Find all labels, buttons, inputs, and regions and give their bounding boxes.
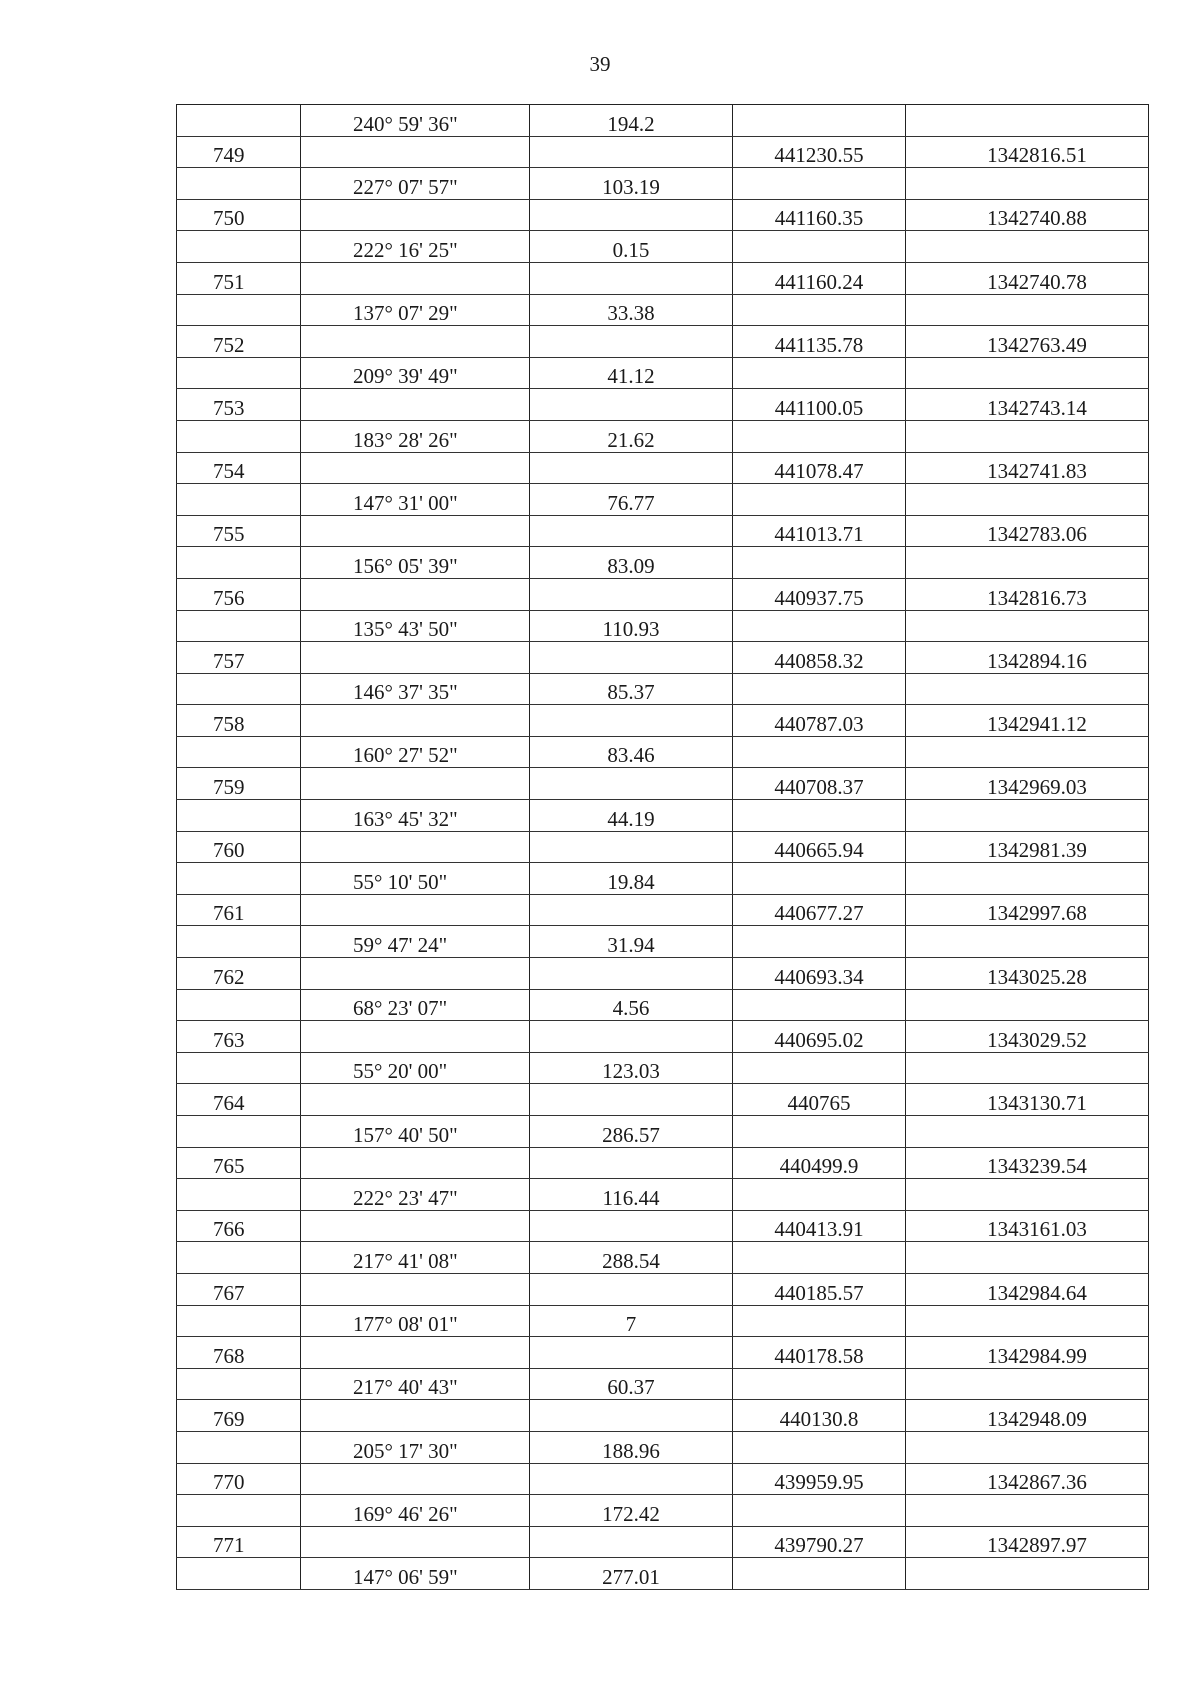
table-row (177, 1526, 1149, 1558)
bearing-cell: 217° 41' 08" (301, 1242, 530, 1274)
table-row (177, 1052, 1149, 1084)
northing-cell (733, 294, 906, 326)
northing-cell (733, 547, 906, 579)
northing-cell: 440178.58 (733, 1337, 906, 1369)
easting-cell (906, 673, 1149, 705)
station-cell (177, 168, 301, 200)
bearing-cell (301, 1337, 530, 1369)
station-cell: 762 (177, 958, 301, 990)
table-row (177, 326, 1149, 358)
easting-cell (906, 1431, 1149, 1463)
easting-cell: 1343025.28 (906, 958, 1149, 990)
station-cell: 756 (177, 578, 301, 610)
table-row (177, 926, 1149, 958)
distance-cell (530, 199, 733, 231)
easting-cell (906, 231, 1149, 263)
northing-cell: 440858.32 (733, 642, 906, 674)
bearing-cell: 146° 37' 35" (301, 673, 530, 705)
table-row (177, 863, 1149, 895)
table-body (177, 105, 1149, 1590)
easting-cell (906, 1495, 1149, 1527)
station-cell (177, 231, 301, 263)
northing-cell (733, 736, 906, 768)
northing-cell: 441230.55 (733, 136, 906, 168)
table-row (177, 389, 1149, 421)
easting-cell (906, 1368, 1149, 1400)
northing-cell: 440693.34 (733, 958, 906, 990)
distance-cell: 83.09 (530, 547, 733, 579)
distance-cell: 288.54 (530, 1242, 733, 1274)
bearing-cell (301, 1147, 530, 1179)
distance-cell (530, 1337, 733, 1369)
distance-cell: 44.19 (530, 800, 733, 832)
table-row (177, 642, 1149, 674)
distance-cell: 194.2 (530, 105, 733, 137)
distance-cell: 110.93 (530, 610, 733, 642)
easting-cell: 1342941.12 (906, 705, 1149, 737)
distance-cell: 7 (530, 1305, 733, 1337)
table-row (177, 1179, 1149, 1211)
table-row (177, 1558, 1149, 1590)
distance-cell: 116.44 (530, 1179, 733, 1211)
table-row (177, 1495, 1149, 1527)
northing-cell (733, 105, 906, 137)
bearing-cell (301, 1526, 530, 1558)
bearing-cell: 205° 17' 30" (301, 1431, 530, 1463)
bearing-cell (301, 515, 530, 547)
table-row (177, 610, 1149, 642)
northing-cell (733, 1431, 906, 1463)
table-row (177, 1337, 1149, 1369)
station-cell (177, 484, 301, 516)
bearing-cell: 147° 31' 00" (301, 484, 530, 516)
table-row (177, 831, 1149, 863)
distance-cell: 41.12 (530, 357, 733, 389)
table-row (177, 1273, 1149, 1305)
northing-cell: 440665.94 (733, 831, 906, 863)
easting-cell (906, 1116, 1149, 1148)
northing-cell (733, 168, 906, 200)
bearing-cell (301, 831, 530, 863)
easting-cell: 1342816.73 (906, 578, 1149, 610)
northing-cell: 440765 (733, 1084, 906, 1116)
easting-cell: 1342816.51 (906, 136, 1149, 168)
distance-cell (530, 831, 733, 863)
station-cell (177, 1052, 301, 1084)
station-cell (177, 1368, 301, 1400)
bearing-cell (301, 1084, 530, 1116)
table-row (177, 262, 1149, 294)
northing-cell: 440499.9 (733, 1147, 906, 1179)
northing-cell: 441100.05 (733, 389, 906, 421)
station-cell (177, 1179, 301, 1211)
table-row (177, 958, 1149, 990)
table-row (177, 578, 1149, 610)
bearing-cell (301, 262, 530, 294)
easting-cell: 1342984.99 (906, 1337, 1149, 1369)
distance-cell (530, 1021, 733, 1053)
northing-cell (733, 610, 906, 642)
station-cell (177, 547, 301, 579)
table-row (177, 547, 1149, 579)
station-cell: 767 (177, 1273, 301, 1305)
easting-cell: 1342984.64 (906, 1273, 1149, 1305)
bearing-cell: 227° 07' 57" (301, 168, 530, 200)
distance-cell: 277.01 (530, 1558, 733, 1590)
table-row (177, 1116, 1149, 1148)
easting-cell (906, 610, 1149, 642)
bearing-cell: 209° 39' 49" (301, 357, 530, 389)
bearing-cell (301, 1400, 530, 1432)
northing-cell: 439959.95 (733, 1463, 906, 1495)
distance-cell (530, 1273, 733, 1305)
bearing-cell: 59° 47' 24" (301, 926, 530, 958)
distance-cell (530, 262, 733, 294)
table-row (177, 105, 1149, 137)
station-cell (177, 1431, 301, 1463)
easting-cell (906, 420, 1149, 452)
bearing-cell: 222° 23' 47" (301, 1179, 530, 1211)
distance-cell: 286.57 (530, 1116, 733, 1148)
northing-cell (733, 926, 906, 958)
easting-cell: 1342763.49 (906, 326, 1149, 358)
easting-cell (906, 357, 1149, 389)
bearing-cell (301, 1021, 530, 1053)
distance-cell: 172.42 (530, 1495, 733, 1527)
easting-cell: 1342740.88 (906, 199, 1149, 231)
northing-cell: 440695.02 (733, 1021, 906, 1053)
distance-cell (530, 958, 733, 990)
station-cell: 766 (177, 1210, 301, 1242)
northing-cell: 440185.57 (733, 1273, 906, 1305)
bearing-cell (301, 1273, 530, 1305)
northing-cell (733, 1052, 906, 1084)
station-cell (177, 105, 301, 137)
table-row (177, 136, 1149, 168)
easting-cell: 1342741.83 (906, 452, 1149, 484)
bearing-cell (301, 452, 530, 484)
table-row (177, 168, 1149, 200)
distance-cell: 4.56 (530, 989, 733, 1021)
station-cell: 769 (177, 1400, 301, 1432)
bearing-cell: 183° 28' 26" (301, 420, 530, 452)
distance-cell: 85.37 (530, 673, 733, 705)
northing-cell (733, 1116, 906, 1148)
northing-cell: 441160.24 (733, 262, 906, 294)
easting-cell: 1342783.06 (906, 515, 1149, 547)
table-row (177, 199, 1149, 231)
easting-cell: 1342981.39 (906, 831, 1149, 863)
bearing-cell: 217° 40' 43" (301, 1368, 530, 1400)
table-row (177, 484, 1149, 516)
easting-cell (906, 1305, 1149, 1337)
station-cell (177, 673, 301, 705)
station-cell: 760 (177, 831, 301, 863)
bearing-cell: 157° 40' 50" (301, 1116, 530, 1148)
station-cell: 754 (177, 452, 301, 484)
station-cell: 758 (177, 705, 301, 737)
northing-cell (733, 231, 906, 263)
northing-cell (733, 1242, 906, 1274)
easting-cell: 1342948.09 (906, 1400, 1149, 1432)
easting-cell: 1342969.03 (906, 768, 1149, 800)
bearing-cell: 55° 10' 50" (301, 863, 530, 895)
distance-cell: 21.62 (530, 420, 733, 452)
distance-cell: 60.37 (530, 1368, 733, 1400)
distance-cell: 83.46 (530, 736, 733, 768)
northing-cell (733, 1305, 906, 1337)
distance-cell (530, 515, 733, 547)
bearing-cell (301, 326, 530, 358)
station-cell (177, 800, 301, 832)
page-number: 39 (589, 52, 611, 76)
table-row (177, 1463, 1149, 1495)
easting-cell (906, 926, 1149, 958)
table-row (177, 231, 1149, 263)
table-row (177, 357, 1149, 389)
station-cell: 752 (177, 326, 301, 358)
bearing-cell: 163° 45' 32" (301, 800, 530, 832)
easting-cell: 1342867.36 (906, 1463, 1149, 1495)
station-cell: 764 (177, 1084, 301, 1116)
bearing-cell: 222° 16' 25" (301, 231, 530, 263)
distance-cell: 103.19 (530, 168, 733, 200)
table-row (177, 1305, 1149, 1337)
distance-cell: 188.96 (530, 1431, 733, 1463)
bearing-cell: 240° 59' 36" (301, 105, 530, 137)
station-cell (177, 610, 301, 642)
distance-cell: 31.94 (530, 926, 733, 958)
northing-cell (733, 484, 906, 516)
table-row (177, 294, 1149, 326)
station-cell: 757 (177, 642, 301, 674)
bearing-cell (301, 768, 530, 800)
easting-cell: 1342997.68 (906, 894, 1149, 926)
easting-cell (906, 800, 1149, 832)
distance-cell (530, 1147, 733, 1179)
table-row (177, 1431, 1149, 1463)
distance-cell (530, 136, 733, 168)
northing-cell: 441078.47 (733, 452, 906, 484)
easting-cell: 1342740.78 (906, 262, 1149, 294)
bearing-cell: 160° 27' 52" (301, 736, 530, 768)
table-row (177, 673, 1149, 705)
bearing-cell (301, 958, 530, 990)
table-row (177, 1147, 1149, 1179)
northing-cell: 440787.03 (733, 705, 906, 737)
station-cell: 749 (177, 136, 301, 168)
easting-cell (906, 1052, 1149, 1084)
easting-cell: 1342743.14 (906, 389, 1149, 421)
easting-cell (906, 484, 1149, 516)
station-cell (177, 1305, 301, 1337)
station-cell: 761 (177, 894, 301, 926)
easting-cell: 1342897.97 (906, 1526, 1149, 1558)
station-cell (177, 357, 301, 389)
survey-coordinates-table (176, 104, 1149, 1590)
station-cell: 759 (177, 768, 301, 800)
easting-cell (906, 989, 1149, 1021)
station-cell: 771 (177, 1526, 301, 1558)
northing-cell (733, 357, 906, 389)
easting-cell (906, 736, 1149, 768)
northing-cell: 440708.37 (733, 768, 906, 800)
northing-cell (733, 863, 906, 895)
station-cell (177, 989, 301, 1021)
distance-cell (530, 1084, 733, 1116)
table-row (177, 1084, 1149, 1116)
bearing-cell: 137° 07' 29" (301, 294, 530, 326)
northing-cell: 441160.35 (733, 199, 906, 231)
bearing-cell (301, 1210, 530, 1242)
easting-cell (906, 863, 1149, 895)
table-row (177, 1021, 1149, 1053)
table-row (177, 736, 1149, 768)
distance-cell (530, 1210, 733, 1242)
northing-cell (733, 420, 906, 452)
distance-cell: 19.84 (530, 863, 733, 895)
station-cell: 750 (177, 199, 301, 231)
station-cell: 755 (177, 515, 301, 547)
northing-cell (733, 1368, 906, 1400)
northing-cell: 440130.8 (733, 1400, 906, 1432)
easting-cell: 1343161.03 (906, 1210, 1149, 1242)
northing-cell: 440677.27 (733, 894, 906, 926)
bearing-cell (301, 642, 530, 674)
station-cell (177, 1558, 301, 1590)
table-row (177, 452, 1149, 484)
bearing-cell: 147° 06' 59" (301, 1558, 530, 1590)
station-cell (177, 1116, 301, 1148)
northing-cell (733, 1558, 906, 1590)
distance-cell (530, 705, 733, 737)
bearing-cell: 68° 23' 07" (301, 989, 530, 1021)
easting-cell: 1343029.52 (906, 1021, 1149, 1053)
bearing-cell: 169° 46' 26" (301, 1495, 530, 1527)
table-row (177, 515, 1149, 547)
table-row (177, 989, 1149, 1021)
distance-cell: 76.77 (530, 484, 733, 516)
table-row (177, 1368, 1149, 1400)
station-cell: 751 (177, 262, 301, 294)
northing-cell: 440937.75 (733, 578, 906, 610)
bearing-cell (301, 199, 530, 231)
bearing-cell (301, 705, 530, 737)
northing-cell (733, 1495, 906, 1527)
bearing-cell: 156° 05' 39" (301, 547, 530, 579)
table-row (177, 1242, 1149, 1274)
station-cell (177, 294, 301, 326)
table-row (177, 1210, 1149, 1242)
distance-cell (530, 326, 733, 358)
northing-cell (733, 800, 906, 832)
station-cell (177, 926, 301, 958)
table-row (177, 420, 1149, 452)
distance-cell (530, 642, 733, 674)
table-row (177, 894, 1149, 926)
northing-cell: 441135.78 (733, 326, 906, 358)
distance-cell (530, 894, 733, 926)
bearing-cell: 135° 43' 50" (301, 610, 530, 642)
bearing-cell (301, 578, 530, 610)
station-cell (177, 736, 301, 768)
easting-cell (906, 1558, 1149, 1590)
distance-cell: 123.03 (530, 1052, 733, 1084)
distance-cell (530, 1400, 733, 1432)
distance-cell (530, 389, 733, 421)
bearing-cell (301, 894, 530, 926)
distance-cell: 33.38 (530, 294, 733, 326)
station-cell (177, 1242, 301, 1274)
bearing-cell (301, 389, 530, 421)
easting-cell (906, 168, 1149, 200)
station-cell: 753 (177, 389, 301, 421)
distance-cell (530, 578, 733, 610)
easting-cell: 1343130.71 (906, 1084, 1149, 1116)
easting-cell (906, 1179, 1149, 1211)
distance-cell (530, 452, 733, 484)
table-row (177, 768, 1149, 800)
distance-cell (530, 1463, 733, 1495)
table-row (177, 1400, 1149, 1432)
northing-cell (733, 1179, 906, 1211)
easting-cell (906, 105, 1149, 137)
northing-cell: 440413.91 (733, 1210, 906, 1242)
easting-cell (906, 1242, 1149, 1274)
easting-cell (906, 547, 1149, 579)
station-cell (177, 1495, 301, 1527)
station-cell (177, 863, 301, 895)
bearing-cell (301, 1463, 530, 1495)
easting-cell: 1342894.16 (906, 642, 1149, 674)
distance-cell (530, 1526, 733, 1558)
station-cell (177, 420, 301, 452)
bearing-cell: 55° 20' 00" (301, 1052, 530, 1084)
station-cell: 765 (177, 1147, 301, 1179)
northing-cell: 439790.27 (733, 1526, 906, 1558)
northing-cell (733, 673, 906, 705)
station-cell: 768 (177, 1337, 301, 1369)
easting-cell: 1343239.54 (906, 1147, 1149, 1179)
table-row (177, 705, 1149, 737)
northing-cell (733, 989, 906, 1021)
station-cell: 770 (177, 1463, 301, 1495)
northing-cell: 441013.71 (733, 515, 906, 547)
easting-cell (906, 294, 1149, 326)
station-cell: 763 (177, 1021, 301, 1053)
distance-cell: 0.15 (530, 231, 733, 263)
bearing-cell (301, 136, 530, 168)
distance-cell (530, 768, 733, 800)
bearing-cell: 177° 08' 01" (301, 1305, 530, 1337)
table-row (177, 800, 1149, 832)
